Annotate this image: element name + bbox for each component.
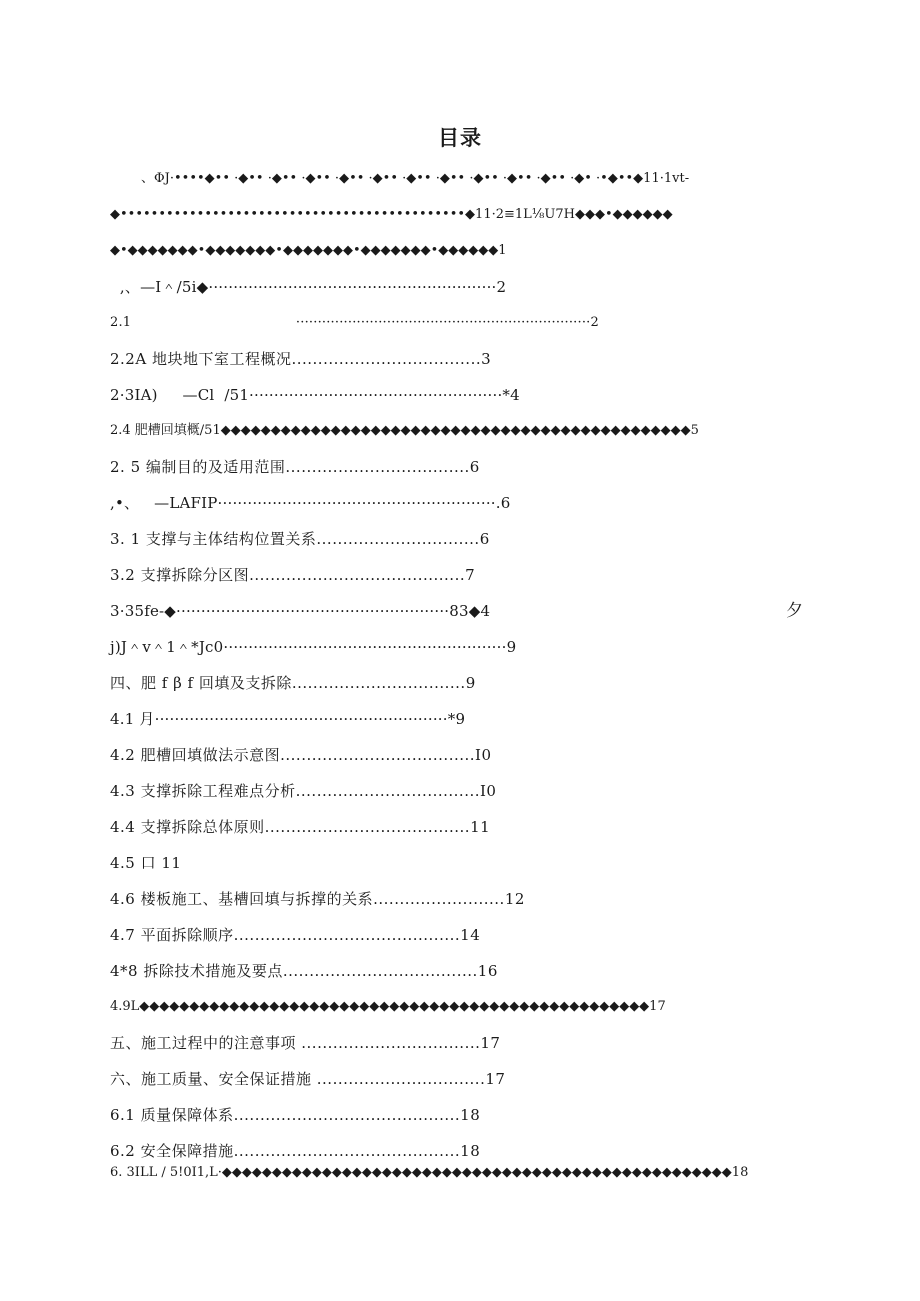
toc-entry: 四、肥 f β f 回填及支拆除.................................9 [110,674,476,692]
toc-entry: 3. 1 支撑与主体结构位置关系...............................6 [110,530,490,548]
margin-mark: 夕 [786,601,803,621]
toc-entry: 4.9L◆◆◆◆◆◆◆◆◆◆◆◆◆◆◆◆◆◆◆◆◆◆◆◆◆◆◆◆◆◆◆◆◆◆◆◆◆◆◆◆◆◆◆◆◆◆◆◆◆◆◆17 [110,999,666,1014]
toc-entry: 2.2A 地块地下室工程概况....................................3 [110,350,492,368]
toc-entry: 4.7 平面拆除顺序...........................................14 [110,926,481,944]
toc-entry: 五、施工过程中的注意事项 ..................................17 [110,1034,501,1052]
toc-entry: ,、—I＾/5i◆··························································2 [110,278,507,296]
toc-entry: ,•、 —LAFIP························································.6 [110,494,511,512]
toc-entry: 2. 5 编制目的及适用范围...................................6 [110,458,480,476]
toc-entry: 2·3IA) —Cl /51···················································*4 [110,386,520,404]
toc-entry: ◆•••••••••••••••••••••••••••••••••••••••••••••◆11·2≡1L⅛U7H◆◆◆•◆◆◆◆◆◆ [110,207,673,222]
toc-entry: 六、施工质量、安全保证措施 ................................17 [110,1070,506,1088]
toc-entry: j)J＾v＾1＾*Jc0·························································9 [110,638,517,656]
toc-entry: 6.1 质量保障体系...........................................18 [110,1106,481,1124]
toc-entry: 4.3 支撑拆除工程难点分析...................................I0 [110,782,497,800]
toc-entry: 6.2 安全保障措施...........................................18 [110,1142,481,1160]
toc-entry: 4.6 楼板施工、基槽回填与拆撑的关系.........................12 [110,890,525,908]
toc-entry: 4.5 口 11 [110,854,182,872]
toc-entry: 4.4 支撑拆除总体原则.......................................11 [110,818,491,836]
toc-entry: 2.1 ····································································2 [110,315,599,330]
page-title: 目录 [438,126,482,150]
toc-entry: 6. 3ILL / 5!0I1,L·◆◆◆◆◆◆◆◆◆◆◆◆◆◆◆◆◆◆◆◆◆◆◆◆◆◆◆◆◆◆◆◆◆◆◆◆◆◆◆◆◆◆◆◆◆◆◆◆◆◆◆18 [110,1165,749,1180]
toc-entry: 4.2 肥槽回填做法示意图.....................................I0 [110,746,492,764]
toc-entry: 4.1 月···························································*9 [110,710,466,728]
toc-entry: 、ΦJ·••••◆•• ·◆•• ·◆•• ·◆•• ·◆•• ·◆•• ·◆•• ·◆•• ·◆•• ·◆•• ·◆•• ·◆• ·•◆••◆11·1vt- [128,171,690,186]
toc-entry: 2.4 肥槽回填概/51◆◆◆◆◆◆◆◆◆◆◆◆◆◆◆◆◆◆◆◆◆◆◆◆◆◆◆◆◆◆◆◆◆◆◆◆◆◆◆◆◆◆◆◆◆◆◆5 [110,423,699,438]
toc-entry: 3·35fe-◆·······················································83◆4 [110,602,491,620]
toc-entry: ◆•◆◆◆◆◆◆◆•◆◆◆◆◆◆◆•◆◆◆◆◆◆◆•◆◆◆◆◆◆◆•◆◆◆◆◆◆1 [110,243,507,258]
toc-entry: 3.2 支撑拆除分区图.........................................7 [110,566,476,584]
toc-entry: 4*8 拆除技术措施及要点.....................................16 [110,962,498,980]
